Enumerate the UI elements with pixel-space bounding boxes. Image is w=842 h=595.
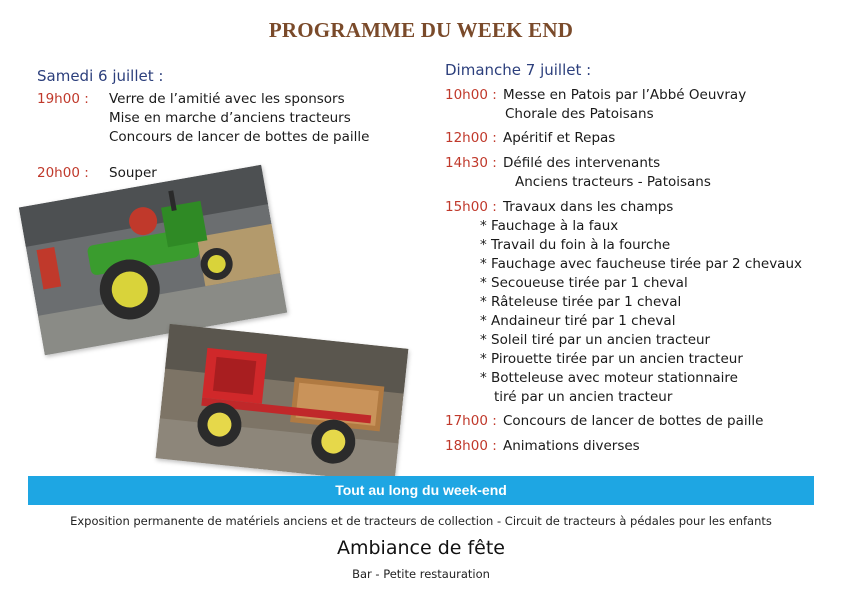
- event-line: * Soleil tiré par un ancien tracteur: [480, 332, 711, 348]
- event-time: 20h00 :: [37, 165, 89, 181]
- event-line: * Secoueuse tirée par 1 cheval: [480, 275, 688, 291]
- sunday-heading: Dimanche 7 juillet :: [445, 61, 592, 79]
- event-time: 15h00 :: [445, 199, 497, 215]
- red-tractor-photo: [156, 324, 409, 483]
- event-time: 10h00 :: [445, 87, 497, 103]
- event-line: * Andaineur tiré par 1 cheval: [480, 313, 676, 329]
- bar-text: Bar - Petite restauration: [352, 567, 490, 581]
- event-line: * Fauchage à la faux: [480, 218, 619, 234]
- event-time: 14h30 :: [445, 155, 497, 171]
- event-line: Mise en marche d’anciens tracteurs: [109, 110, 351, 126]
- event-line: Concours de lancer de bottes de paille: [503, 413, 764, 429]
- exposition-text: Exposition permanente de matériels anciens et de tracteurs de collection - Circuit de tracteurs à pédales pour les enfants: [70, 514, 772, 528]
- event-line: * Râteleuse tirée par 1 cheval: [480, 294, 682, 310]
- event-line: Verre de l’amitié avec les sponsors: [109, 91, 345, 107]
- event-line: Défilé des intervenants: [503, 155, 661, 171]
- event-line: * Travail du foin à la fourche: [480, 237, 671, 253]
- saturday-heading: Samedi 6 juillet :: [37, 67, 164, 85]
- event-line: Travaux dans les champs: [503, 199, 674, 215]
- weekend-banner: Tout au long du week-end: [28, 476, 814, 505]
- red-tractor-image: [156, 324, 409, 483]
- event-line: * Pirouette tirée par un ancien tracteur: [480, 351, 743, 367]
- ambiance-text: Ambiance de fête: [336, 537, 505, 559]
- green-tractor-image: [19, 165, 287, 355]
- event-line: Chorale des Patoisans: [505, 106, 654, 122]
- event-line: Anciens tracteurs - Patoisans: [515, 174, 711, 190]
- event-line: * Fauchage avec faucheuse tirée par 2 chevaux: [480, 256, 803, 272]
- event-line: Souper: [109, 165, 157, 181]
- green-tractor-photo: [19, 165, 287, 355]
- event-line: Messe en Patois par l’Abbé Oeuvray: [503, 87, 747, 103]
- page-title: PROGRAMME DU WEEK END: [268, 18, 574, 42]
- event-line: * Botteleuse avec moteur stationnaire: [480, 370, 738, 386]
- event-time: 17h00 :: [445, 413, 497, 429]
- event-time: 18h00 :: [445, 438, 497, 454]
- event-line: Concours de lancer de bottes de paille: [109, 129, 370, 145]
- event-line: Animations diverses: [503, 438, 640, 454]
- event-time: 19h00 :: [37, 91, 89, 107]
- event-time: 12h00 :: [445, 130, 497, 146]
- event-line: tiré par un ancien tracteur: [494, 389, 673, 405]
- event-line: Apéritif et Repas: [503, 130, 616, 146]
